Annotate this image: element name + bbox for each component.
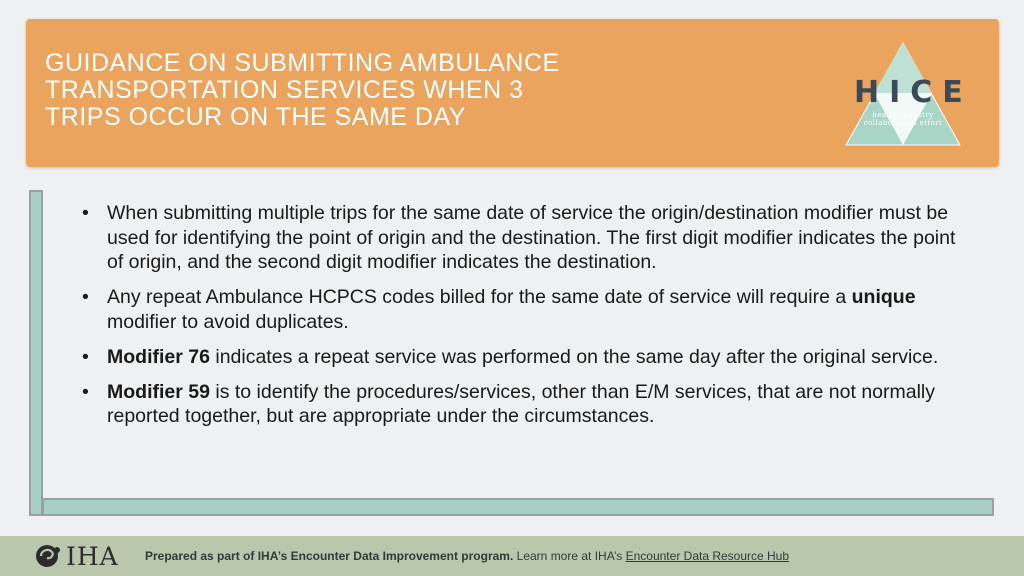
title-line-2: TRANSPORTATION SERVICES WHEN 3 (45, 76, 524, 104)
bullet-emphasis-modifier-76: Modifier 76 (107, 345, 210, 368)
hice-logo-word: HICE (854, 75, 973, 110)
bullet-marker: • (82, 380, 89, 403)
bullet-text-after: indicates a repeat service was performed on the same day after the original service. (209, 345, 939, 368)
hice-logo (844, 41, 973, 147)
bullet-emphasis-unique: unique (851, 286, 916, 308)
title-line-3: TRIPS OCCUR ON THE SAME DAY (45, 103, 466, 131)
bullet-item-modifier-76 (78, 345, 958, 370)
bullet-text-after: is to identify the procedures/services, other than E/M services, that are not normally reported together, but are appropriate under the circumstances. (107, 380, 936, 427)
bullet-marker: • (82, 345, 89, 368)
bullet-item-origin-destination (78, 201, 958, 275)
bullet-item-modifier-59 (78, 380, 958, 429)
iha-swirl-icon (33, 543, 63, 569)
bullet-list (78, 201, 958, 429)
iha-logo (33, 543, 133, 569)
frame-horizontal-bar (42, 498, 994, 516)
bullet-text-after: modifier to avoid duplicates. (107, 310, 349, 333)
encounter-data-hub-link[interactable]: Encounter Data Resource Hub (625, 549, 790, 563)
footer-plain-text: Learn more at IHA’s (513, 549, 626, 563)
page-title (45, 50, 685, 131)
iha-logo-word: IHA (66, 542, 119, 571)
bullet-text: When submitting multiple trips for the same date of service the origin/destination modifier must be used for identifying the point of origin and the destination. The first digit modifier indicates the point of origin, and the second digit modifier indicates the destination. (107, 202, 956, 273)
bullet-marker: • (82, 202, 89, 224)
footer-text (145, 549, 789, 563)
bullet-emphasis-modifier-59: Modifier 59 (107, 380, 210, 403)
bullet-list-container (78, 201, 958, 439)
hice-logo-tagline: health industry collaboration effort (863, 111, 943, 127)
footer-bold-text: Prepared as part of IHA’s Encounter Data Improvement program. (145, 549, 514, 563)
bullet-marker: • (82, 286, 89, 308)
bullet-item-repeat-hcpcs (78, 285, 958, 334)
bullet-text-before: Any repeat Ambulance HCPCS codes billed for the same date of service will require a (107, 286, 852, 308)
title-line-1: GUIDANCE ON SUBMITTING AMBULANCE (45, 49, 560, 77)
footer-bar (0, 536, 1024, 576)
frame-vertical-bar (29, 190, 43, 516)
title-banner (26, 19, 999, 167)
